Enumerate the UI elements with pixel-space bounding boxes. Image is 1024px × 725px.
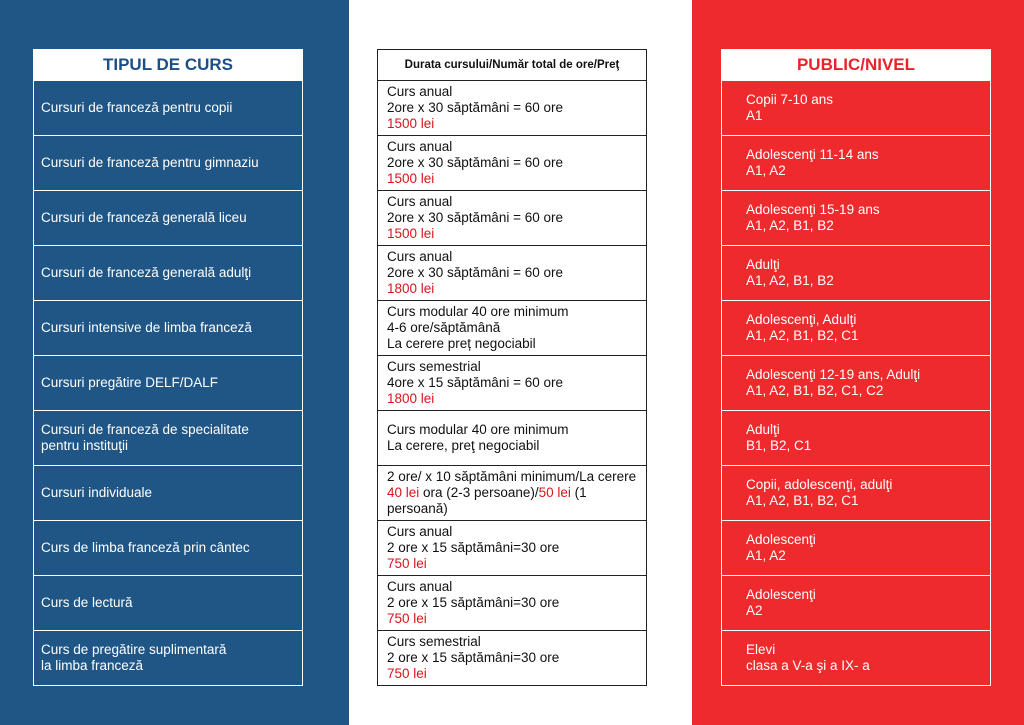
course-type-row: Cursuri de franceză pentru copii [33, 81, 303, 136]
audience-level-row: Adolescenţi 15-19 ans A1, A2, B1, B2 [721, 191, 991, 246]
course-type-row: Cursuri de franceză generală adulţi [33, 246, 303, 301]
duration-text: (1 persoană) [387, 485, 587, 516]
price-text: 750 lei [387, 666, 427, 681]
duration-text: Curs modular 40 ore minimum 4-6 ore/săptămână La cerere preț negociabil [387, 304, 569, 351]
duration-text: Curs anual 2ore x 30 săptămâni = 60 ore [387, 194, 563, 225]
audience-level-row: Adolescenţi 11-14 ans A1, A2 [721, 136, 991, 191]
course-type-row: Curs de limba franceză prin cântec [33, 521, 303, 576]
duration-text: Curs anual 2 ore x 15 săptămâni=30 ore [387, 579, 560, 610]
duration-price-row [377, 136, 647, 191]
course-type-row: Cursuri de franceză de specialitate pentru instituţii [33, 411, 303, 466]
duration-price-row [377, 356, 647, 411]
duration-price-header: Durata cursului/Număr total de ore/Preţ [377, 49, 647, 81]
duration-text: Curs anual 2 ore x 15 săptămâni=30 ore [387, 524, 560, 555]
duration-text: Curs semestrial 2 ore x 15 săptămâni=30 ore [387, 634, 560, 665]
audience-level-row: Adolescenţi, Adulţi A1, A2, B1, B2, C1 [721, 301, 991, 356]
duration-text: 2 ore/ x 10 săptămâni minimum/La cerere [387, 469, 637, 484]
duration-price-row [377, 631, 647, 686]
audience-level-row: Copii 7-10 ans A1 [721, 81, 991, 136]
audience-level-row: Adolescenţi A2 [721, 576, 991, 631]
price-text: 40 lei [387, 485, 420, 500]
course-type-row: Cursuri de franceză generală liceu [33, 191, 303, 246]
duration-price-row [377, 301, 647, 356]
duration-price-column [377, 49, 647, 686]
audience-level-row: Adulţi B1, B2, C1 [721, 411, 991, 466]
course-type-row: Curs de pregătire suplimentară la limba franceză [33, 631, 303, 686]
course-type-row: Cursuri pregătire DELF/DALF [33, 356, 303, 411]
audience-level-row: Adulţi A1, A2, B1, B2 [721, 246, 991, 301]
audience-level-header: PUBLIC/NIVEL [721, 49, 991, 81]
duration-text: Curs modular 40 ore minimum La cerere, preţ negociabil [387, 422, 569, 453]
price-text: 1500 lei [387, 171, 435, 186]
price-text: 750 lei [387, 556, 427, 571]
duration-text: ora (2-3 persoane)/ [419, 485, 539, 500]
duration-text: Curs anual 2ore x 30 săptămâni = 60 ore [387, 84, 563, 115]
duration-price-row [377, 191, 647, 246]
course-type-row: Cursuri intensive de limba franceză [33, 301, 303, 356]
duration-price-row [377, 521, 647, 576]
audience-level-row: Elevi clasa a V-a şi a IX- a [721, 631, 991, 686]
price-text: 1800 lei [387, 391, 435, 406]
course-type-column [33, 49, 303, 686]
duration-price-row [377, 576, 647, 631]
duration-text: Curs semestrial 4ore x 15 săptămâni = 60 ore [387, 359, 563, 390]
price-text: 1800 lei [387, 281, 435, 296]
duration-price-row [377, 466, 647, 521]
duration-text: Curs anual 2ore x 30 săptămâni = 60 ore [387, 249, 563, 280]
price-text: 1500 lei [387, 116, 435, 131]
audience-level-column [721, 49, 991, 686]
audience-level-row: Adolescenţi 12-19 ans, Adulţi A1, A2, B1, B2, C1, C2 [721, 356, 991, 411]
audience-level-row: Adolescenţi A1, A2 [721, 521, 991, 576]
course-type-row: Curs de lectură [33, 576, 303, 631]
duration-price-row [377, 81, 647, 136]
duration-price-row [377, 411, 647, 466]
duration-text: Curs anual 2ore x 30 săptămâni = 60 ore [387, 139, 563, 170]
course-type-row: Cursuri de franceză pentru gimnaziu [33, 136, 303, 191]
course-type-header: TIPUL DE CURS [33, 49, 303, 81]
duration-price-row [377, 246, 647, 301]
price-text: 1500 lei [387, 226, 435, 241]
price-text: 750 lei [387, 611, 427, 626]
course-type-row: Cursuri individuale [33, 466, 303, 521]
price-text: 50 lei [538, 485, 571, 500]
audience-level-row: Copii, adolescenţi, adulţi A1, A2, B1, B2, C1 [721, 466, 991, 521]
